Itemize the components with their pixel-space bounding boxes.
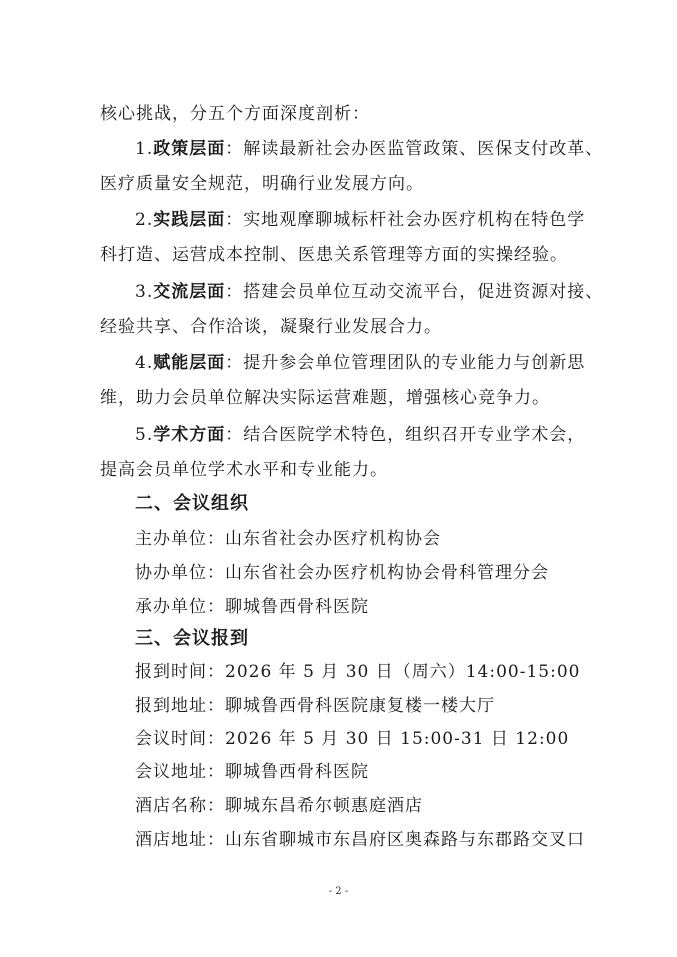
organizer-undertaker: 承办单位：聊城鲁西骨科医院 (135, 597, 369, 617)
meeting-time: 会议时间：2026 年 5 月 30 日 15:00-31 日 12:00 (135, 729, 570, 749)
organizer-co-host: 协办单位：山东省社会办医疗机构协会骨科管理分会 (135, 563, 549, 583)
aspect-4-line-2: 维，助力会员单位解决实际运营难题，增强核心竞争力。 (100, 388, 550, 408)
aspect-3-title: 交流层面 (153, 282, 226, 302)
aspect-1-text: 解读最新社会办医监管政策、医保支付改革、 (243, 139, 604, 159)
aspect-1-number: 1. (135, 139, 154, 159)
aspect-1-separator: ： (225, 139, 244, 159)
page-number: - 2 - (328, 886, 349, 897)
hotel-name: 酒店名称：聊城东昌希尔顿惠庭酒店 (135, 796, 423, 816)
aspect-5-line-1 (135, 423, 635, 447)
aspect-5-title: 学术方面 (153, 425, 226, 445)
aspect-2-text: 实地观摩聊城标杆社会办医疗机构在特色学 (243, 210, 586, 230)
intro-tail-text: 核心挑战，分五个方面深度剖析： (100, 104, 370, 124)
registration-time: 报到时间：2026 年 5 月 30 日（周六）14:00-15:00 (135, 662, 581, 682)
aspect-3-text: 搭建会员单位互动交流平台，促进资源对接、 (243, 282, 604, 302)
aspect-4-line-1 (135, 351, 635, 375)
aspect-2-separator: ： (225, 210, 244, 230)
aspect-2-title: 实践层面 (153, 210, 226, 230)
aspect-5-line-2: 提高会员单位学术水平和专业能力。 (100, 460, 388, 480)
section-2-heading: 二、会议组织 (135, 493, 249, 514)
organizer-host: 主办单位：山东省社会办医疗机构协会 (135, 529, 441, 549)
aspect-1-line-2: 医疗质量安全规范，明确行业发展方向。 (100, 174, 424, 194)
aspect-4-number: 4. (135, 353, 154, 373)
hotel-address: 酒店地址：山东省聊城市东昌府区奥森路与东郡路交叉口 (135, 830, 585, 850)
aspect-5-text: 结合医院学术特色，组织召开专业学术会， (243, 425, 586, 445)
aspect-4-separator: ： (225, 353, 244, 373)
aspect-1-title: 政策层面 (153, 139, 226, 159)
aspect-1-line-1 (135, 137, 635, 161)
aspect-5-separator: ： (225, 425, 244, 445)
aspect-2-number: 2. (135, 210, 154, 230)
aspect-4-title: 赋能层面 (153, 353, 226, 373)
aspect-3-line-1 (135, 280, 635, 304)
aspect-2-line-1 (135, 208, 635, 232)
registration-address: 报到地址：聊城鲁西骨科医院康复楼一楼大厅 (135, 696, 495, 716)
meeting-address: 会议地址：聊城鲁西骨科医院 (135, 762, 369, 782)
aspect-3-number: 3. (135, 282, 154, 302)
aspect-3-separator: ： (225, 282, 244, 302)
aspect-5-number: 5. (135, 425, 154, 445)
aspect-3-line-2: 经验共享、合作洽谈，凝聚行业发展合力。 (100, 317, 442, 337)
aspect-2-line-2: 科打造、运营成本控制、医患关系管理等方面的实操经验。 (100, 245, 568, 265)
aspect-4-text: 提升参会单位管理团队的专业能力与创新思 (243, 353, 586, 373)
section-3-heading: 三、会议报到 (135, 628, 249, 649)
